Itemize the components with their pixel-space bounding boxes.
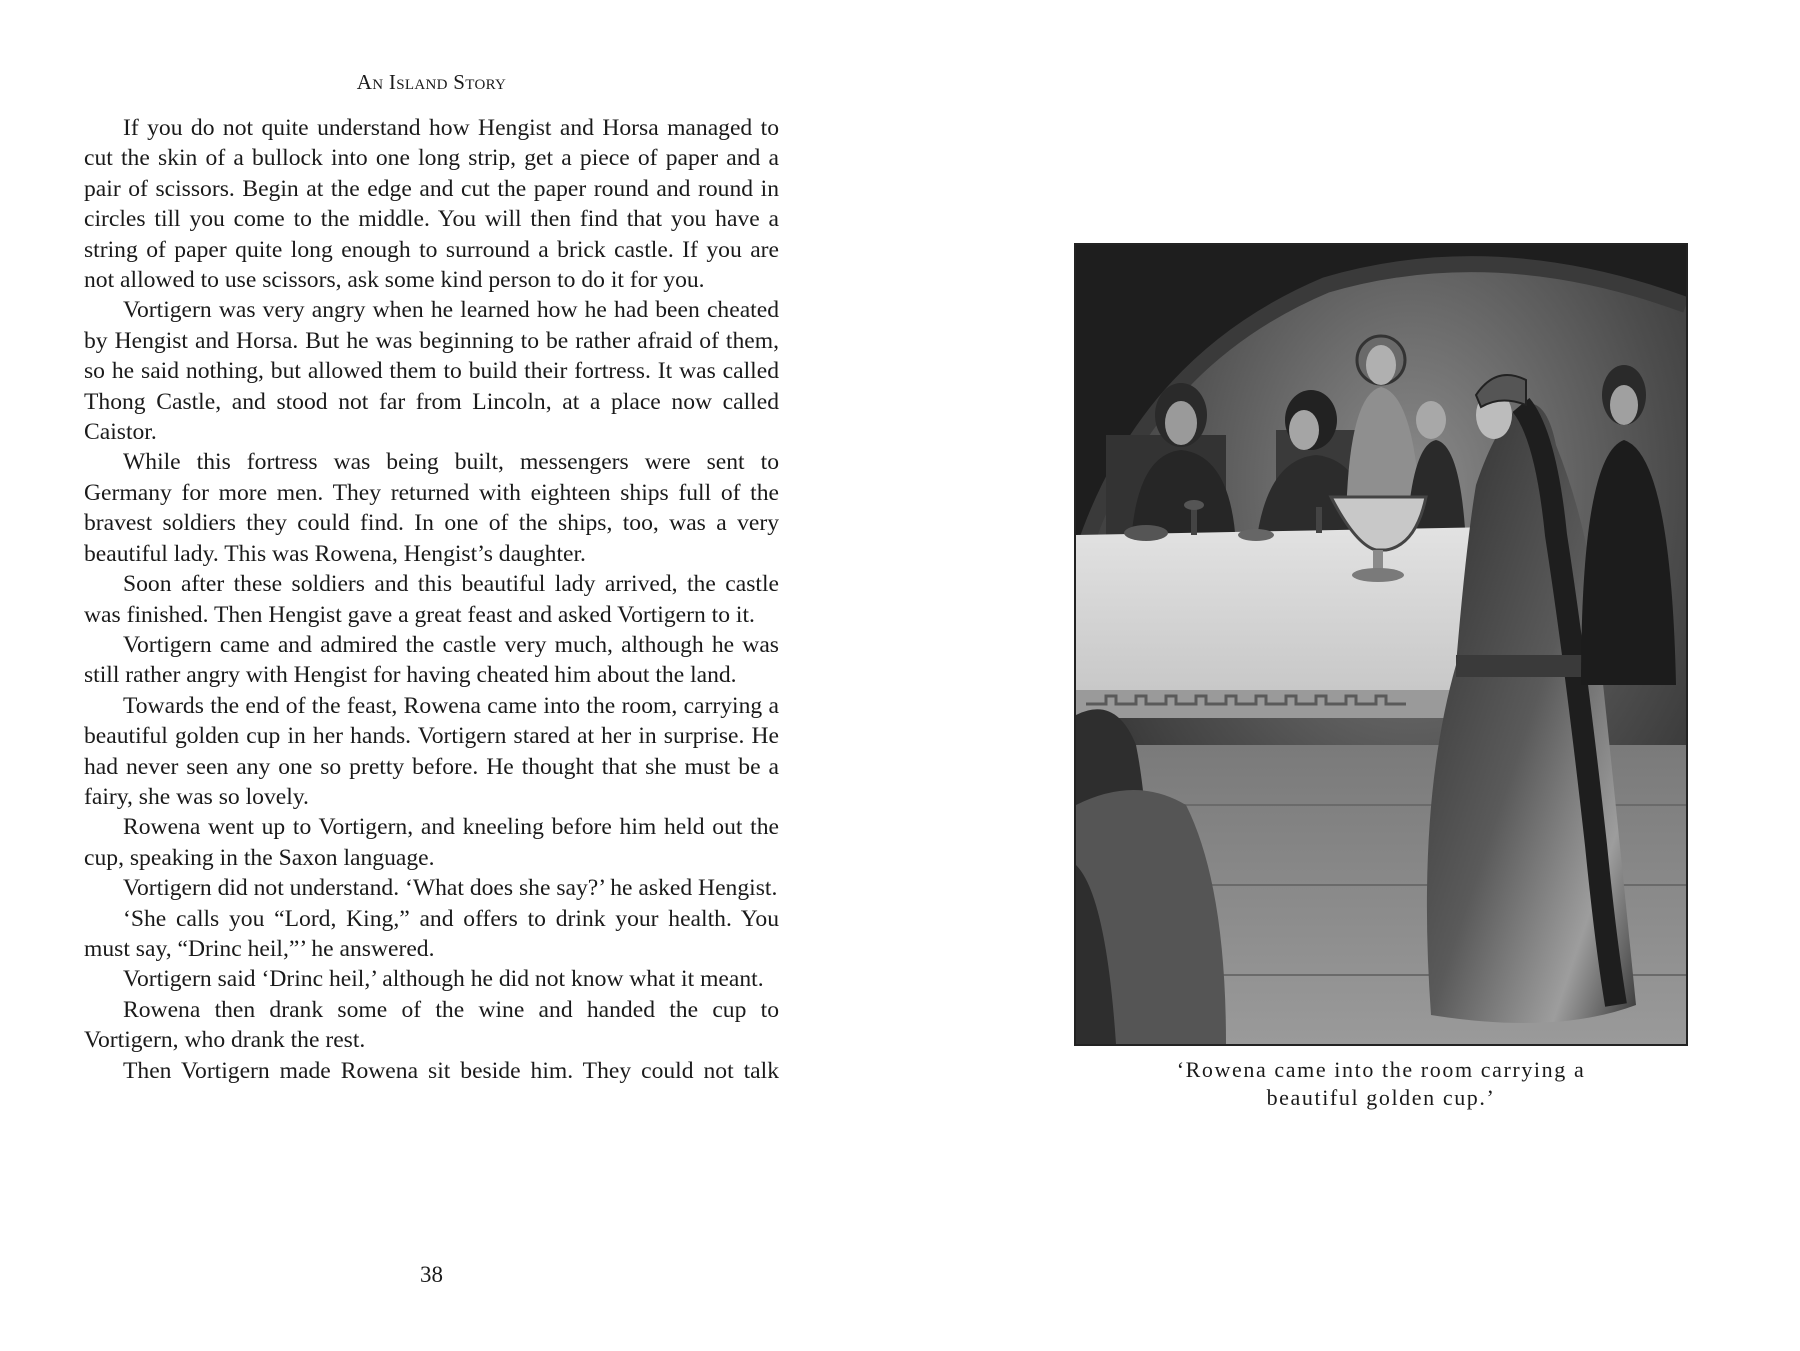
illustration-caption [1074, 1056, 1688, 1112]
paragraph: Rowena then drank some of the wine and handed the cup to Vortigern, who drank the rest. [84, 996, 779, 1054]
running-head: An Island Story [356, 70, 507, 94]
paragraph: Vortigern said ‘Drinc heil,’ although he did not know what it meant. [123, 966, 764, 993]
paragraph: Then Vortigern made Rowena sit beside him. They could not talk [123, 1057, 779, 1084]
paragraph: Towards the end of the feast, Rowena came into the room, carrying a beautiful golden cup in her hands. Vortigern stared at her in surprise. He had never seen any one so pretty before. He thought that she must be a fairy, she was so lovely. [84, 692, 779, 810]
caption-line: ‘Rowena came into the room carrying a [1176, 1057, 1586, 1082]
paragraph: While this fortress was being built, messengers were sent to Germany for more men. They returned with eighteen ships full of the bravest soldiers they could find. In one of the ships, too, was a very beautiful lady. This was Rowena, Hengist’s daughter. [84, 449, 779, 567]
paragraph: Vortigern did not understand. ‘What does she say?’ he asked Hengist. [123, 875, 778, 902]
paragraph: Soon after these soldiers and this beautiful lady arrived, the castle was finished. Then Hengist gave a great feast and asked Vortigern to it. [84, 571, 779, 628]
feast-hall-illustration [1074, 243, 1688, 1046]
body-text [84, 113, 779, 1086]
paragraph: Vortigern was very angry when he learned how he had been cheated by Hengist and Horsa. But he was beginning to be rather afraid of them, so he said nothing, but allowed them to build their fortress. It was called Thong Castle, and stood not far from Lincoln, at a place now called Caistor. [84, 297, 779, 446]
paragraph: Vortigern came and admired the castle very much, although he was still rather angry with Hengist for having cheated him about the land. [84, 631, 779, 689]
paragraph: If you do not quite understand how Hengist and Horsa managed to cut the skin of a bullock into one long strip, get a piece of paper and a pair of scissors. Begin at the edge and cut the paper round and round in circles till you come to the middle. You will then find that you have a string of paper quite long enough to surround a brick castle. If you are not allowed to use scissors, ask some kind person to do it for you. [84, 115, 779, 294]
right-page [900, 0, 1800, 1351]
caption-line: beautiful golden cup.’ [1266, 1085, 1496, 1110]
paragraph: ‘She calls you “Lord, King,” and offers to drink your health. You must say, “Drinc heil,”’ he answered. [84, 905, 779, 962]
paragraph: Rowena went up to Vortigern, and kneeling before him held out the cup, speaking in the Saxon language. [84, 814, 779, 871]
page-number: 38 [420, 1262, 443, 1287]
